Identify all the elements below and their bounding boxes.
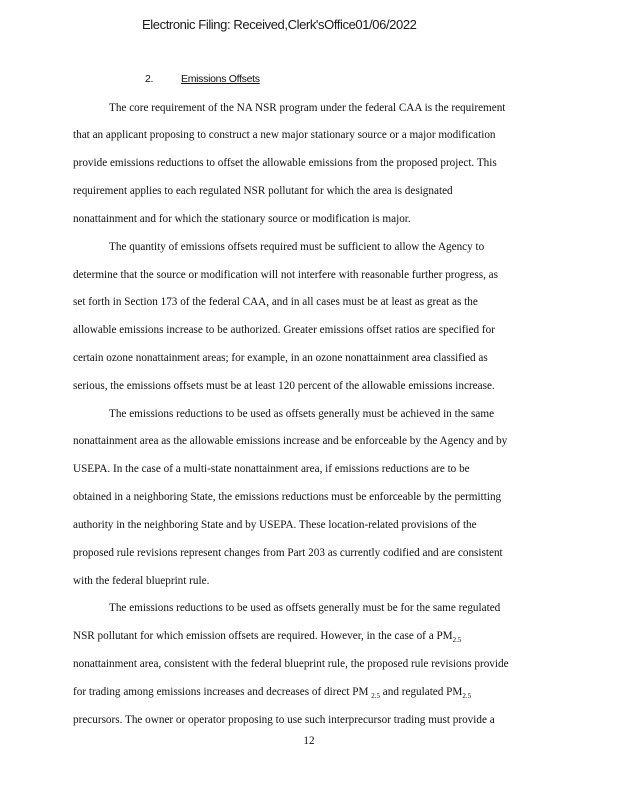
section-number: 2.: [145, 73, 154, 85]
paragraph-line: determine that the source or modification will not interfere with reasonable further progress, as: [73, 269, 498, 281]
page-number: 12: [303, 735, 315, 747]
paragraph-line: obtained in a neighboring State, the emissions reductions must be enforceable by the permitting: [73, 491, 502, 503]
paragraph-line: [73, 685, 471, 700]
paragraph-line: authority in the neighboring State and by USEPA. These location-related provisions of the: [73, 519, 477, 531]
paragraph-line: proposed rule revisions represent changes from Part 203 as currently codified and are consistent: [73, 547, 503, 559]
paragraph-line: The emissions reductions to be used as offsets generally must be achieved in the same: [109, 408, 495, 420]
paragraph-line: certain ozone nonattainment areas; for example, in an ozone nonattainment area classified as: [73, 352, 488, 364]
paragraph-line: nonattainment area as the allowable emissions increase and be enforceable by the Agency and by: [73, 435, 508, 447]
paragraph-line: The emissions reductions to be used as offsets generally must be for the same regulated: [109, 602, 501, 614]
paragraph-line: The quantity of emissions offsets required must be sufficient to allow the Agency to: [109, 241, 485, 253]
paragraph-line: with the federal blueprint rule.: [73, 575, 210, 587]
subscript: 2.5: [462, 692, 472, 700]
paragraph-line: set forth in Section 173 of the federal CAA, and in all cases must be at least as great as the: [73, 296, 478, 308]
paragraph-line: precursors. The owner or operator proposing to use such interprecursor trading must provide a: [73, 714, 495, 726]
section-title: Emissions Offsets: [181, 73, 260, 85]
paragraph-line: The core requirement of the NA NSR program under the federal CAA is the requirement: [109, 102, 506, 114]
paragraph-line: USEPA. In the case of a multi-state nonattainment area, if emissions reductions are to be: [73, 463, 470, 475]
section-heading: [145, 73, 278, 85]
paragraph-line: that an applicant proposing to construct a new major stationary source or a major modification: [73, 129, 496, 141]
subscript: 2.5: [371, 692, 380, 700]
paragraph-line: nonattainment and for which the stationary source or modification is major.: [73, 213, 411, 225]
paragraph-line: serious, the emissions offsets must be at least 120 percent of the allowable emissions increase.: [73, 380, 495, 392]
line-text: NSR pollutant for which emission offsets are required. However, in the case of a PM: [73, 630, 453, 642]
paragraph-line: provide emissions reductions to offset the allowable emissions from the proposed project. This: [73, 157, 497, 169]
paragraph-line: allowable emissions increase to be authorized. Greater emissions offset ratios are specified for: [73, 324, 495, 336]
paragraph-line: [73, 629, 461, 644]
subscript: 2.5: [452, 636, 462, 644]
paragraph-line: nonattainment area, consistent with the federal blueprint rule, the proposed rule revisions provide: [73, 658, 509, 670]
line-text: and regulated PM: [380, 686, 463, 698]
filing-stamp: Electronic Filing: Received,Clerk'sOffice01/06/2022: [142, 17, 417, 32]
line-text: for trading among emissions increases and decreases of direct PM: [73, 686, 372, 698]
paragraph-line: requirement applies to each regulated NSR pollutant for which the area is designated: [73, 185, 453, 197]
